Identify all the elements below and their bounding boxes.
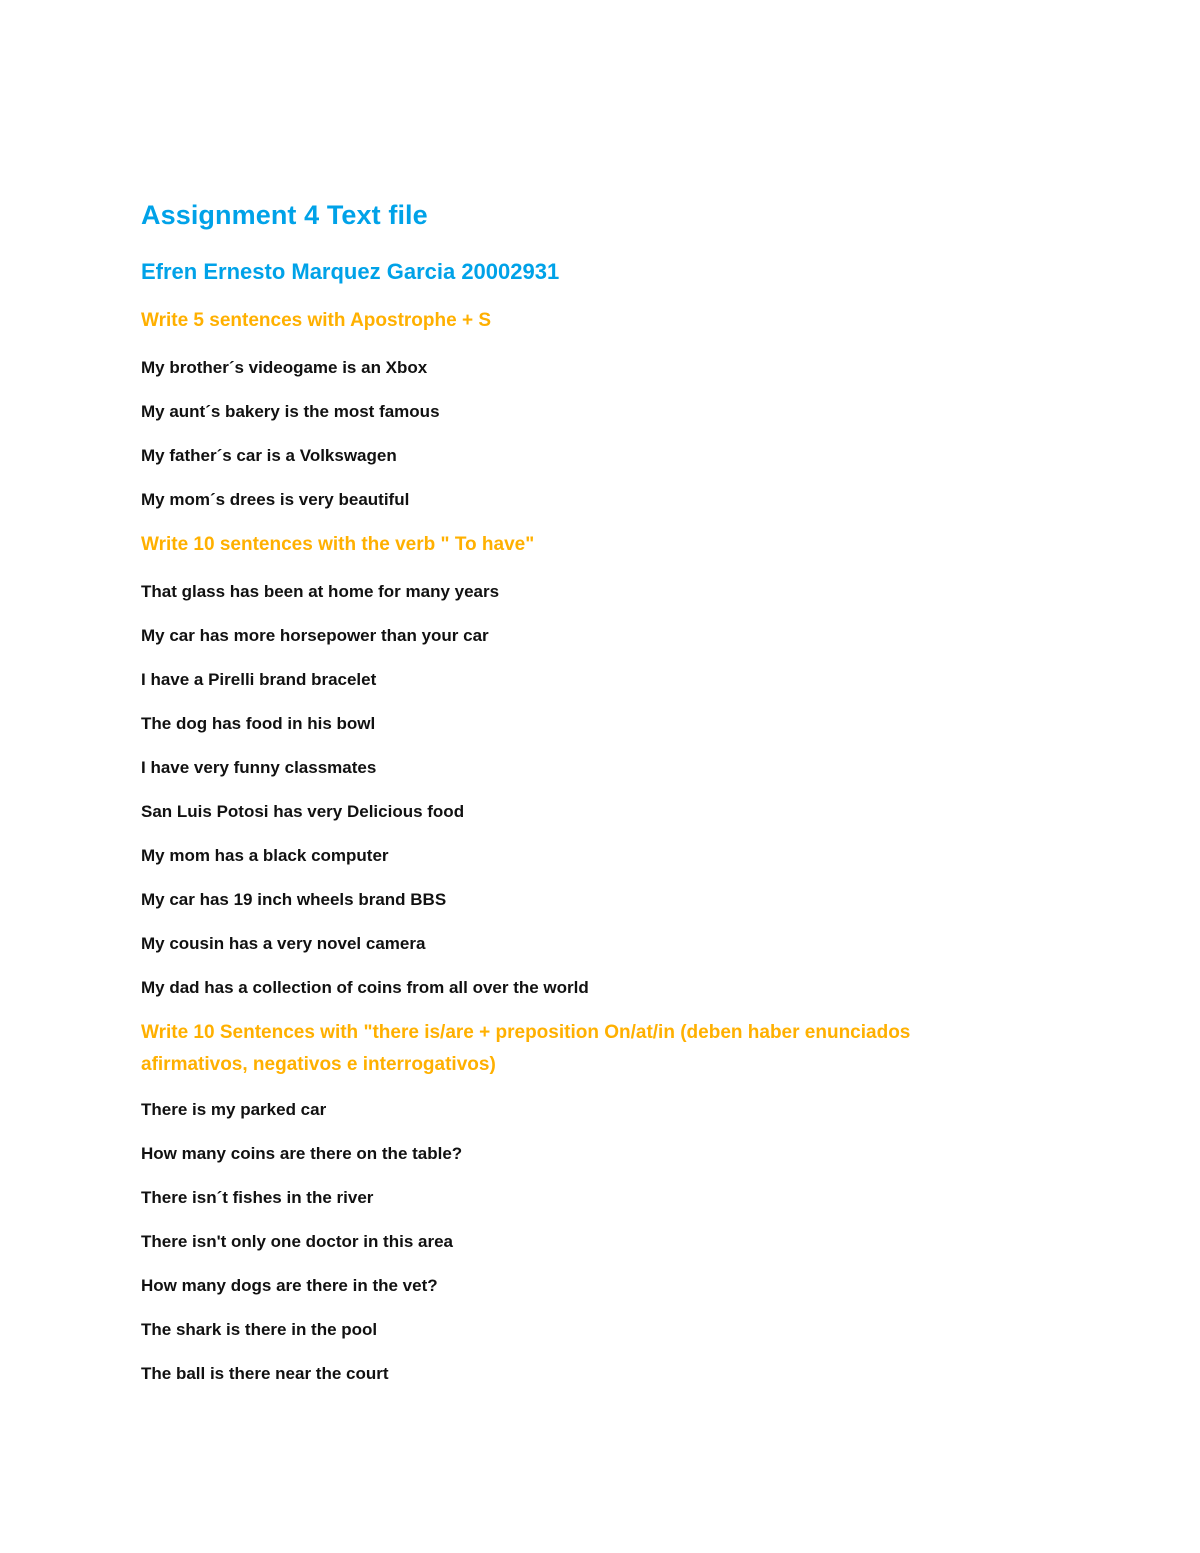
author-line: Efren Ernesto Marquez Garcia 20002931: [141, 259, 560, 284]
sentence-line: My dad has a collection of coins from all over the world: [141, 978, 589, 997]
sentence-line: I have very funny classmates: [141, 758, 377, 777]
sentence-line: My car has more horsepower than your car: [141, 626, 489, 645]
sentence-line: My mom´s drees is very beautiful: [141, 490, 410, 509]
sentence-line: My cousin has a very novel camera: [141, 934, 426, 953]
sentence-line: There is my parked car: [141, 1100, 327, 1119]
sentence-line: The shark is there in the pool: [141, 1320, 378, 1339]
sentence-line: The dog has food in his bowl: [141, 714, 376, 733]
sentence-line: I have a Pirelli brand bracelet: [141, 670, 377, 689]
sentence-line: My mom has a black computer: [141, 846, 389, 865]
sentence-line: My father´s car is a Volkswagen: [141, 446, 397, 465]
document-title: Assignment 4 Text file: [141, 200, 428, 230]
section-heading-there-is-are: Write 10 Sentences with "there is/are + preposition On/at/in (deben haber enunciados afirmativos, negativos e interrogativos): [141, 1022, 911, 1075]
sentence-line: San Luis Potosi has very Delicious food: [141, 802, 465, 821]
sentence-line: There isn´t fishes in the river: [141, 1188, 374, 1207]
sentence-line: That glass has been at home for many years: [141, 582, 500, 601]
sentence-line: My brother´s videogame is an Xbox: [141, 358, 428, 377]
sentence-line: The ball is there near the court: [141, 1364, 389, 1383]
sentence-line: My aunt´s bakery is the most famous: [141, 402, 440, 421]
section-heading-apostrophe: Write 5 sentences with Apostrophe + S: [141, 310, 491, 331]
sentence-line: How many coins are there on the table?: [141, 1144, 463, 1163]
sentence-line: My car has 19 inch wheels brand BBS: [141, 890, 447, 909]
section-heading-to-have: Write 10 sentences with the verb " To have": [141, 534, 535, 555]
sentence-line: There isn't only one doctor in this area: [141, 1232, 453, 1251]
sentence-line: How many dogs are there in the vet?: [141, 1276, 438, 1295]
